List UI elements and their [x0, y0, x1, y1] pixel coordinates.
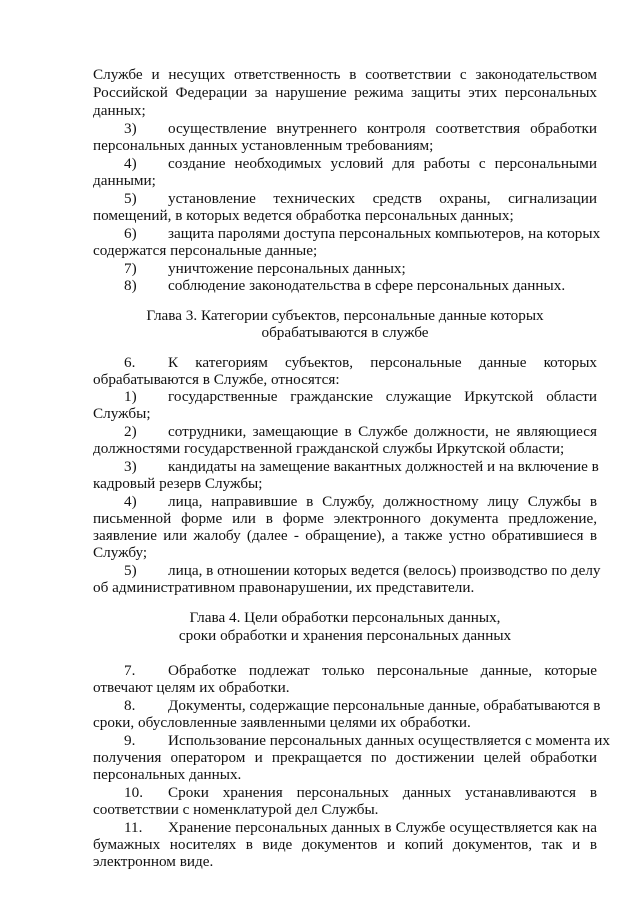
text-line: должностями государственной гражданской службы Иркутской области;	[93, 440, 565, 457]
text-line: сроки, обусловленные заявленными целями их обработки.	[93, 714, 471, 731]
chapter-heading: сроки обработки и хранения персональных данных	[178, 627, 512, 644]
text-line: Службы;	[93, 405, 151, 422]
chapter-heading: Глава 3. Категории субъектов, персональные данные которых	[146, 307, 544, 324]
paragraph-number: 11.	[124, 819, 143, 836]
paragraph-number: 6.	[124, 354, 136, 371]
chapter-heading: Глава 4. Цели обработки персональных данных,	[189, 609, 501, 626]
item-number: 8)	[124, 277, 137, 294]
text-line: защита паролями доступа персональных компьютеров, на которых	[168, 225, 601, 242]
paragraph-number: 8.	[124, 697, 136, 714]
chapter-heading: обрабатываются в службе	[261, 324, 429, 341]
text-line: электронном виде.	[93, 853, 214, 870]
text-line: об административном правонарушении, их представители.	[93, 579, 475, 596]
text-line: Службе и несущих ответственность в соответствии с законодательством	[93, 66, 597, 83]
item-number: 4)	[124, 493, 137, 510]
text-line: соблюдение законодательства в сфере персональных данных.	[168, 277, 566, 294]
item-number: 6)	[124, 225, 137, 242]
text-line: Хранение персональных данных в Службе осуществляется как на	[168, 819, 597, 836]
text-line: осуществление внутреннего контроля соответствия обработки	[168, 120, 597, 137]
text-line: Документы, содержащие персональные данные, обрабатываются в	[168, 697, 601, 714]
item-number: 1)	[124, 388, 137, 405]
paragraph-number: 9.	[124, 732, 136, 749]
text-line: кадровый резерв Службы;	[93, 475, 263, 492]
item-number: 5)	[124, 190, 137, 207]
item-number: 3)	[124, 120, 137, 137]
text-line: письменной форме или в форме электронного документа предложение,	[93, 510, 597, 527]
item-number: 4)	[124, 155, 137, 172]
text-line: данными;	[93, 172, 156, 189]
text-line: К категориям субъектов, персональные данные которых	[168, 354, 597, 371]
text-line: создание необходимых условий для работы с персональными	[168, 155, 597, 172]
text-line: отвечают целям их обработки.	[93, 679, 290, 696]
text-line: Российской Федерации за нарушение режима защиты этих персональных	[93, 84, 597, 101]
item-number: 7)	[124, 260, 137, 277]
text-line: Сроки хранения персональных данных устанавливаются в	[168, 784, 597, 801]
paragraph-number: 7.	[124, 662, 136, 679]
text-line: соответствии с номенклатурой дел Службы.	[93, 801, 379, 818]
text-line: Обработке подлежат только персональные данные, которые	[168, 662, 597, 679]
text-line: государственные гражданские служащие Иркутской области	[168, 388, 597, 405]
item-number: 3)	[124, 458, 137, 475]
text-line: данных;	[93, 102, 146, 119]
text-line: Использование персональных данных осуществляется с момента их	[168, 732, 611, 749]
paragraph-number: 10.	[124, 784, 143, 801]
text-line: лица, направившие в Службу, должностному лицу Службы в	[168, 493, 597, 510]
text-line: персональных данных установленным требованиям;	[93, 137, 434, 154]
text-line: заявление или жалобу (далее - обращение), а также устно обратившиеся в	[93, 527, 597, 544]
text-line: содержатся персональные данные;	[93, 242, 318, 259]
item-number: 2)	[124, 423, 137, 440]
text-line: лица, в отношении которых ведется (велось) производство по делу	[168, 562, 601, 579]
text-line: Службу;	[93, 544, 148, 561]
text-line: установление технических средств охраны, сигнализации	[168, 190, 597, 207]
text-line: кандидаты на замещение вакантных должностей и на включение в	[168, 458, 599, 475]
text-line: уничтожение персональных данных;	[168, 260, 406, 277]
text-line: получения оператором и прекращается по достижении целей обработки	[93, 749, 597, 766]
text-line: сотрудники, замещающие в Службе должности, не являющиеся	[168, 423, 597, 440]
text-line: обрабатываются в Службе, относятся:	[93, 371, 340, 388]
text-line: помещений, в которых ведется обработка персональных данных;	[93, 207, 514, 224]
text-line: персональных данных.	[93, 766, 242, 783]
item-number: 5)	[124, 562, 137, 579]
text-line: бумажных носителях в виде документов и копий документов, так и в	[93, 836, 597, 853]
